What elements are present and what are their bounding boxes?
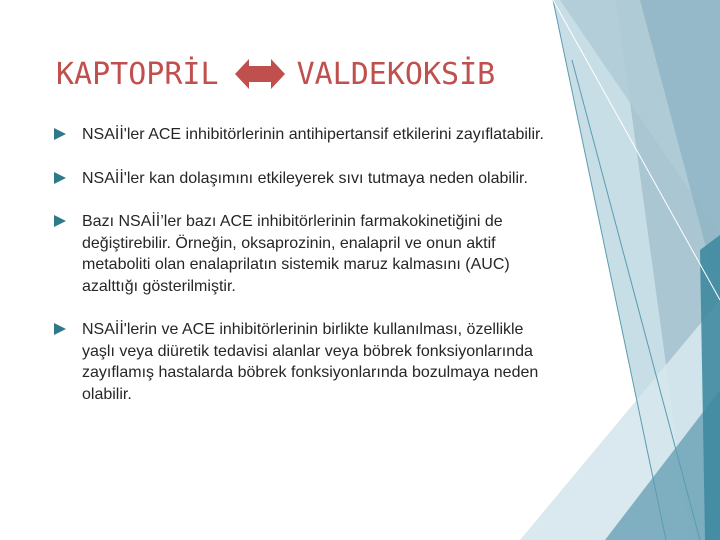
bullet-text: NSAİİ'ler ACE inhibitörlerinin antihipertansif etkilerini zayıflatabilir. [82, 126, 544, 143]
bullet-text: NSAİİ'lerin ve ACE inhibitörlerinin birlikte kullanılması, özellikle yaşlı veya diüretik tedavisi alanlar veya böbrek fonksiyonlarında zayıflamış hastalarda böbrek fonksiyonlarında bozulmaya neden olabilir. [82, 321, 539, 403]
triangle-bullet-icon [54, 323, 66, 335]
title-valdekoksib: VALDEKOKSİB [296, 56, 496, 92]
triangle-bullet-icon [54, 128, 66, 140]
bullet-list [54, 124, 554, 427]
triangle-bullet-icon [54, 172, 66, 184]
triangle-bullet-icon [54, 215, 66, 227]
bullet-text: NSAİİ'ler kan dolaşımını etkileyerek sıvı tutmaya neden olabilir. [82, 169, 528, 187]
title-kaptopril: KAPTOPRİL [56, 56, 219, 92]
bullet-item [54, 319, 554, 405]
bullet-text: Bazı NSAİİ’ler bazı ACE inhibitörlerinin farmakokinetiğini de değiştirebilir. Örneğin, oksaprozinin, enalapril ve onun aktif metaboliti olan enalaprilatın sistemik maruz kalmasını (AUC) azalttığı gösterilmiştir. [82, 213, 510, 295]
double-arrow-icon [235, 59, 285, 89]
slide-title [56, 52, 495, 96]
bullet-item [54, 124, 554, 146]
bullet-item [54, 168, 554, 190]
bullet-item [54, 211, 554, 297]
